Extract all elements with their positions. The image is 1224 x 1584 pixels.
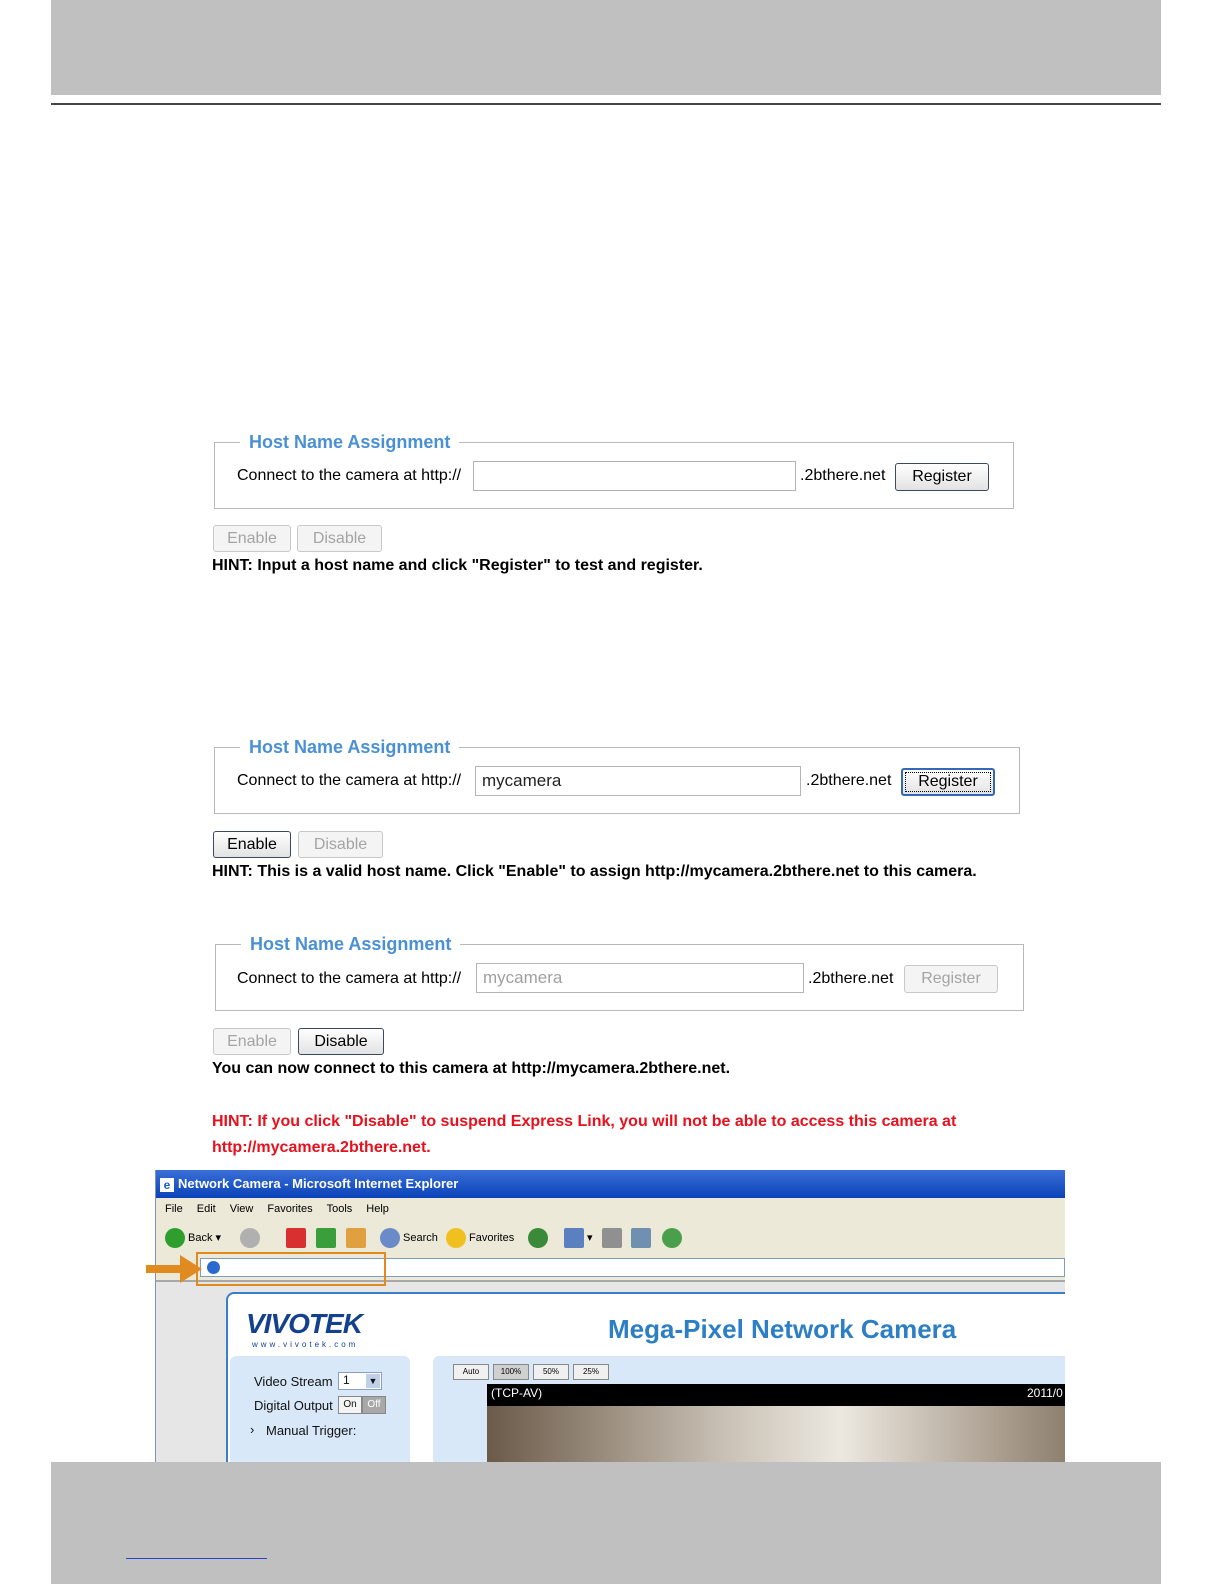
success-message: You can now connect to this camera at http://mycamera.2bthere.net.: [212, 1060, 731, 1077]
address-highlight-box: [196, 1252, 386, 1286]
video-frame: [487, 1406, 1065, 1462]
panel-legend: Host Name Assignment: [249, 432, 451, 452]
video-stream-label: Video Stream: [254, 1374, 333, 1389]
stop-icon: [286, 1228, 306, 1248]
refresh-icon: [316, 1228, 336, 1248]
panel-legend: Host Name Assignment: [250, 934, 452, 954]
browser-titlebar: [156, 1170, 1065, 1198]
browser-content: [156, 1282, 1065, 1462]
expand-arrow-icon[interactable]: ›: [250, 1422, 255, 1437]
register-button[interactable]: Register: [901, 768, 995, 796]
home-button[interactable]: [346, 1226, 369, 1250]
zoom-auto-button[interactable]: Auto: [453, 1364, 489, 1380]
header-band: [51, 0, 1161, 95]
menu-file[interactable]: File: [165, 1203, 183, 1215]
enable-button[interactable]: Enable: [213, 1028, 291, 1055]
menu-tools[interactable]: Tools: [326, 1203, 353, 1215]
menu-favorites[interactable]: Favorites: [267, 1203, 313, 1215]
disable-button[interactable]: Disable: [298, 1028, 384, 1055]
window-title: Network Camera - Microsoft Internet Explorer: [178, 1176, 459, 1191]
disable-button[interactable]: Disable: [297, 525, 382, 552]
domain-suffix: .2bthere.net: [808, 970, 894, 987]
video-view[interactable]: [487, 1384, 1065, 1462]
hint-text: HINT: Input a host name and click "Register" to test and register.: [212, 557, 703, 574]
video-panel: [433, 1356, 1065, 1462]
output-on-button[interactable]: On: [338, 1396, 362, 1414]
zoom-50-button[interactable]: 50%: [533, 1364, 569, 1380]
forward-button[interactable]: [240, 1226, 263, 1250]
chevron-down-icon: ▼: [366, 1374, 380, 1388]
ie-icon: e: [160, 1178, 174, 1192]
pointer-arrow-icon: [146, 1255, 204, 1283]
forward-arrow-icon: [240, 1228, 260, 1248]
edit-button[interactable]: [631, 1226, 654, 1250]
mail-button[interactable]: ▾: [564, 1226, 593, 1250]
footer-link-underline[interactable]: [126, 1558, 267, 1559]
connect-label: Connect to the camera at http://: [237, 772, 462, 789]
connect-label: Connect to the camera at http://: [237, 467, 462, 484]
domain-suffix: .2bthere.net: [800, 467, 886, 484]
browser-window: [155, 1170, 1065, 1462]
camera-title: Mega-Pixel Network Camera: [608, 1314, 957, 1344]
camera-page: [226, 1292, 1065, 1462]
host-name-input[interactable]: mycamera: [476, 963, 804, 993]
enable-button[interactable]: Enable: [213, 525, 291, 552]
connect-label: Connect to the camera at http://: [237, 970, 462, 987]
menu-view[interactable]: View: [229, 1203, 254, 1215]
register-button[interactable]: Register: [895, 463, 989, 491]
favorites-button[interactable]: Favorites: [446, 1226, 514, 1250]
digital-output-label: Digital Output: [254, 1398, 333, 1413]
header-rule: [51, 103, 1161, 105]
messenger-icon: [662, 1228, 682, 1248]
search-icon: [380, 1228, 400, 1248]
print-icon: [602, 1228, 622, 1248]
video-protocol: (TCP-AV): [491, 1386, 543, 1400]
warning-line-1: HINT: If you click "Disable" to suspend Express Link, you will not be able to access this camera at: [212, 1113, 957, 1130]
output-off-button[interactable]: Off: [362, 1396, 386, 1414]
zoom-100-button[interactable]: 100%: [493, 1364, 529, 1380]
video-stream-select[interactable]: 1 ▼: [338, 1372, 382, 1390]
manual-trigger-label: Manual Trigger:: [266, 1423, 357, 1438]
domain-suffix: .2bthere.net: [806, 772, 892, 789]
menu-edit[interactable]: Edit: [196, 1203, 216, 1215]
disable-button[interactable]: Disable: [298, 831, 383, 858]
stop-button[interactable]: [286, 1226, 309, 1250]
footer-band: [51, 1462, 1161, 1584]
vivotek-logo: VIVOTEK: [246, 1308, 362, 1339]
enable-button[interactable]: Enable: [213, 831, 291, 858]
panel-legend: Host Name Assignment: [249, 737, 451, 757]
zoom-25-button[interactable]: 25%: [573, 1364, 609, 1380]
history-icon: [528, 1228, 548, 1248]
edit-icon: [631, 1228, 651, 1248]
register-button[interactable]: Register: [904, 965, 998, 993]
search-button[interactable]: Search: [380, 1226, 438, 1250]
print-button[interactable]: [602, 1226, 625, 1250]
host-name-input[interactable]: [473, 461, 796, 491]
star-icon: [446, 1228, 466, 1248]
home-icon: [346, 1228, 366, 1248]
warning-line-2: http://mycamera.2bthere.net.: [212, 1139, 431, 1156]
host-name-input[interactable]: mycamera: [475, 766, 801, 796]
hint-text: HINT: This is a valid host name. Click "Enable" to assign http://mycamera.2bthere.net to this camera.: [212, 863, 977, 880]
mail-icon: [564, 1228, 584, 1248]
refresh-button[interactable]: [316, 1226, 339, 1250]
back-button[interactable]: Back ▾: [165, 1226, 221, 1250]
control-panel: [230, 1356, 410, 1462]
history-button[interactable]: [528, 1226, 551, 1250]
menu-help[interactable]: Help: [366, 1203, 389, 1215]
messenger-button[interactable]: [662, 1226, 685, 1250]
back-arrow-icon: [165, 1228, 185, 1248]
video-timestamp: 2011/0: [1027, 1386, 1063, 1400]
menu-bar: [156, 1198, 1065, 1221]
vivotek-url: www.vivotek.com: [252, 1340, 359, 1349]
